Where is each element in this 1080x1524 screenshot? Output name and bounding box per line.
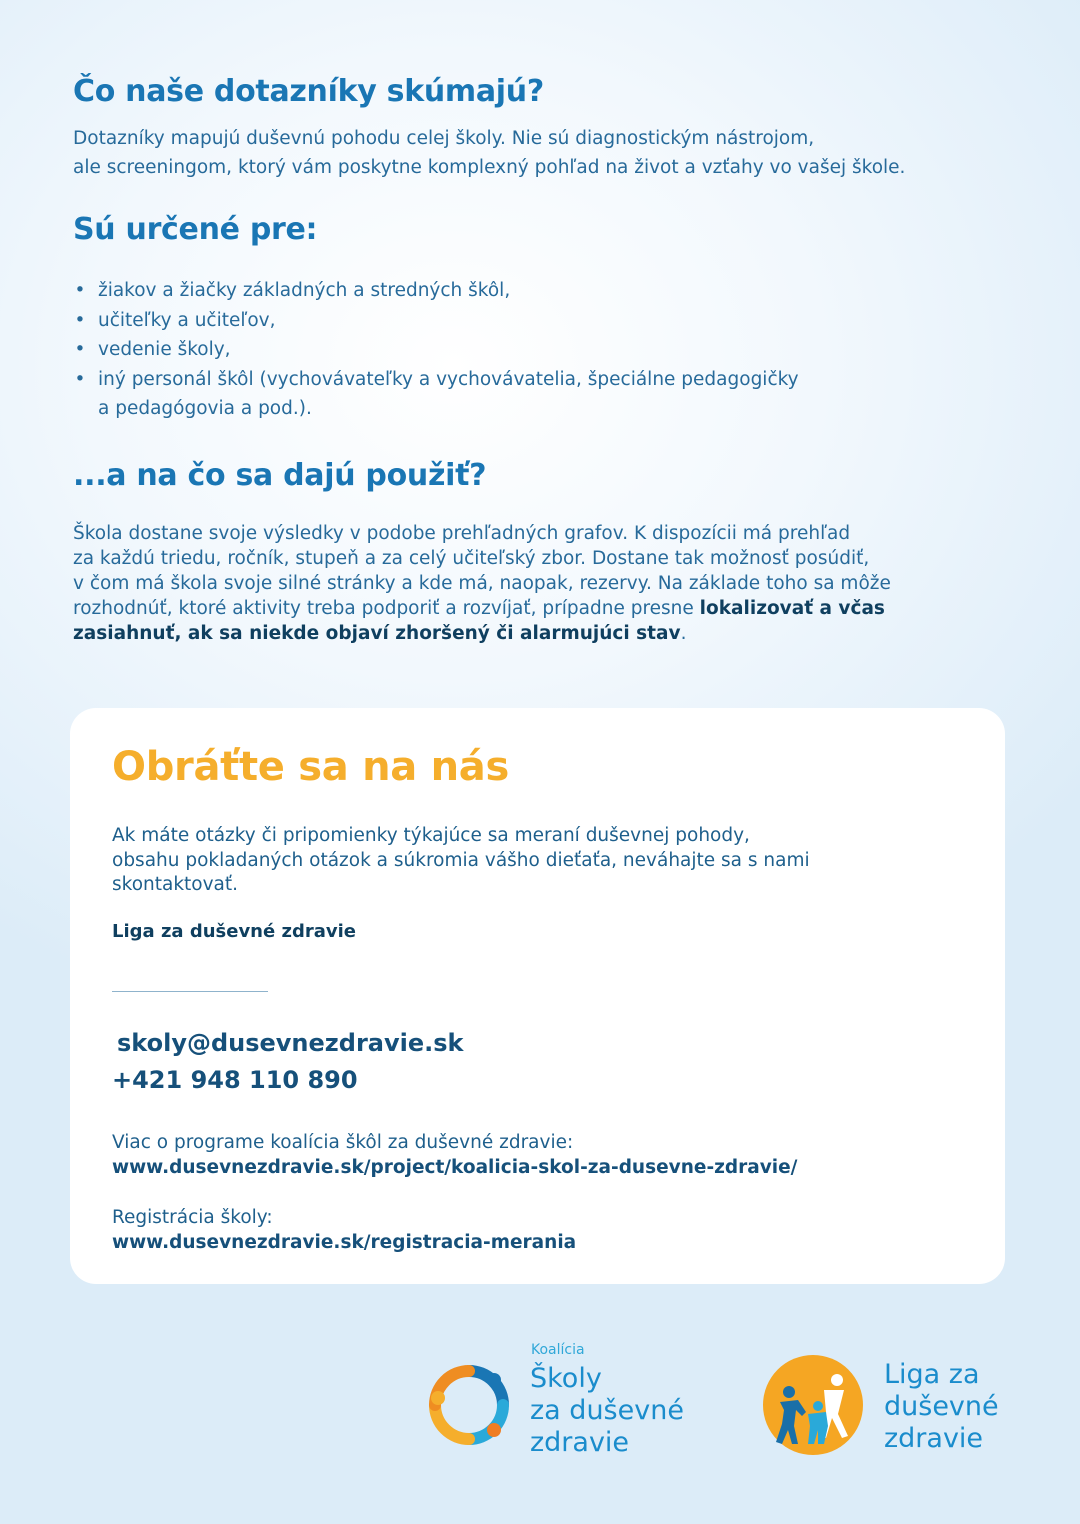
section-title-usage: ...a na čo sa dajú použiť?	[73, 458, 487, 493]
registration-link[interactable]: www.dusevnezdravie.sk/registracia-merania	[112, 1231, 577, 1253]
logo-line: za duševné	[530, 1395, 684, 1426]
program-link[interactable]: www.dusevnezdravie.sk/project/koalicia-skol-za-dusevne-zdravie/	[112, 1156, 798, 1178]
text-line: za každú triedu, ročník, stupeň a za celý učiteľský zbor. Dostane tak možnosť posúdiť,	[73, 548, 870, 569]
bullet-icon: •	[74, 339, 86, 360]
list-item-text: vedenie školy,	[98, 339, 231, 360]
divider	[112, 991, 268, 992]
list-item-text: žiakov a žiačky základných a stredných škôl,	[98, 280, 511, 301]
koalicia-small-label: Koalícia	[531, 1342, 585, 1358]
text-line: rozhodnúť, ktoré aktivity treba podporiť a rozvíjať, prípadne presne	[73, 598, 694, 619]
section-text-usage	[73, 521, 891, 646]
text-line: skontaktovať.	[112, 874, 239, 895]
liga-people-icon	[762, 1354, 864, 1456]
phone-link[interactable]: +421 948 110 890	[112, 1066, 358, 1094]
text-line: ale screeningom, ktorý vám poskytne komplexný pohľad na život a vzťahy vo vašej škole.	[73, 157, 906, 178]
list-item-text: učiteľky a učiteľov,	[98, 309, 276, 331]
bullet-icon: •	[74, 368, 86, 390]
contact-title: Obráťte sa na nás	[112, 744, 509, 790]
text-line: obsahu pokladaných otázok a súkromia vášho dieťaťa, neváhajte sa s nami	[112, 849, 810, 871]
target-list	[73, 276, 973, 424]
logo-line: zdravie	[884, 1423, 984, 1454]
logo-line: Liga za	[884, 1359, 980, 1390]
registration-info	[112, 1206, 576, 1255]
logo-line: Školy	[530, 1363, 602, 1394]
registration-label: Registrácia školy:	[112, 1207, 273, 1228]
koalicia-ring-icon	[426, 1362, 512, 1448]
text-line: Škola dostane svoje výsledky v podobe prehľadných grafov. K dispozícii má prehľad	[73, 523, 851, 544]
liga-name	[884, 1359, 999, 1455]
program-info	[112, 1131, 797, 1180]
bullet-icon: •	[74, 280, 86, 301]
section-text-surveys	[73, 124, 905, 182]
section-title-surveys: Čo naše dotazníky skúmajú?	[73, 74, 544, 109]
list-item-text: a pedagógovia a pod.).	[98, 398, 312, 419]
organization-name: Liga za duševné zdravie	[112, 921, 356, 942]
text-line: Ak máte otázky či pripomienky týkajúce sa meraní duševnej pohody,	[112, 825, 750, 846]
text-line: .	[680, 623, 687, 644]
bullet-icon: •	[74, 309, 86, 331]
section-title-target: Sú určené pre:	[73, 212, 318, 247]
contact-intro	[112, 824, 810, 898]
list-item-text: iný personál škôl (vychovávateľky a vychovávatelia, špeciálne pedagogičky	[98, 368, 799, 390]
logo-line: duševné	[884, 1391, 999, 1422]
program-label: Viac o programe koalícia škôl za duševné zdravie:	[112, 1132, 574, 1153]
text-line: v čom má škola svoje silné stránky a kde má, naopak, rezervy. Na základe toho sa môže	[73, 573, 891, 594]
koalicia-name	[530, 1363, 684, 1459]
contact-card	[70, 708, 1005, 1284]
logo-line: zdravie	[530, 1427, 630, 1458]
list-item	[73, 276, 973, 306]
email-link[interactable]: skoly@dusevnezdravie.sk	[117, 1029, 464, 1057]
text-emphasis: lokalizovať a včas	[699, 598, 885, 619]
text-line: Dotazníky mapujú duševnú pohodu celej školy. Nie sú diagnostickým nástrojom,	[73, 128, 815, 149]
text-emphasis: zasiahnuť, ak sa niekde objaví zhoršený či alarmujúci stav	[73, 623, 681, 644]
list-item	[73, 335, 973, 365]
list-item	[73, 306, 973, 336]
list-item	[73, 365, 973, 424]
